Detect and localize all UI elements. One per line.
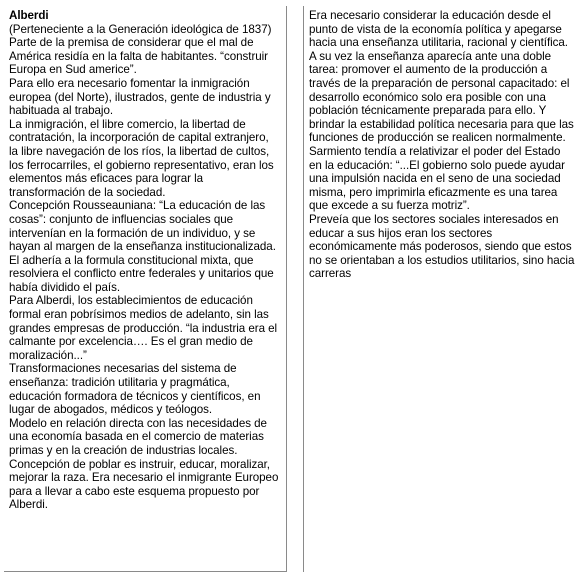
paragraph: Concepción Rousseauniana: “La educación de las cosas”: conjunto de influencias sociales que intervenían en la formación de un individuo, y se hayan al margen de la enseñanza institucionalizada. — [9, 199, 276, 254]
paragraph: Sarmiento tendía a relativizar el poder del Estado en la educación: “...El gobierno solo puede ayudar una impulsión nacida en el seno de una sociedad misma, pero imprimirla eficazmente es una tarea que excede a su fuerza motriz”. — [309, 144, 565, 213]
paragraph: Concepción de poblar es instruir, educar, moralizar, mejorar la raza. Era necesario el inmigrante Europeo para a llevar a cabo este esquema propuesto por Alberdi. — [9, 457, 279, 512]
paragraph: Era necesario considerar la educación desde el punto de vista de la economía política y apegarse hacia una enseñanza utilitaria, racional y científica. — [309, 9, 568, 50]
paragraph: Transformaciones necesarias del sistema de enseñanza: tradición utilitaria y pragmática, educación formadora de técnicos y científicos, en lugar de abogados, médicos y teólogos. — [9, 362, 261, 417]
paragraph: (Perteneciente a la Generación ideológica de 1837) Parte de la premisa de considerar que el mal de América residía en la falta de habitantes. “construir Europa en Sud americe”. — [9, 22, 272, 77]
right-column — [303, 6, 575, 572]
section-title: Alberdi — [9, 9, 49, 22]
paragraph: El adhería a la formula constitucional mixta, que resolviera el conflicto entre federales y unitarios que había dividido el país. — [9, 253, 274, 294]
paragraph: A su vez la enseñanza aparecía ante una doble tarea: promover el aumento de la producción a través de la preparación de personal capacitado: el desarrollo económico solo era posible con una población técnicamente preparada para ello. Y brindar la estabilidad política necesaria para que las funciones de producción se realicen normalmente. — [309, 49, 574, 145]
paragraph: La inmigración, el libre comercio, la libertad de contratación, la incorporación de capital extranjero, la libre navegación de los ríos, la libertad de cultos, los ferrocarriles, el gobierno representativo, eran los elementos más eficaces para lograr la transformación de la sociedad. — [9, 117, 274, 199]
paragraph: Para Alberdi, los establecimientos de educación formal eran pobrísimos medios de adelanto, sin las grandes empresas de producción. “la industria era el calmante por excelencia…. Es el gran medio de moralización...” — [9, 294, 278, 362]
paragraph: Preveía que los sectores sociales interesados en educar a sus hijos eran los sectores económicamente más poderosos, siendo que estos no se orientaban a los estudios utilitarios, sino hacia carreras — [309, 212, 575, 281]
left-column — [4, 6, 287, 572]
paragraph: Modelo en relación directa con las necesidades de una economía basada en el comercio de materias primas y en la creación de industrias locales. — [9, 416, 267, 457]
paragraph: Para ello era necesario fomentar la inmigración europea (del Norte), ilustrados, gente de industria y habituada al trabajo. — [9, 76, 271, 118]
